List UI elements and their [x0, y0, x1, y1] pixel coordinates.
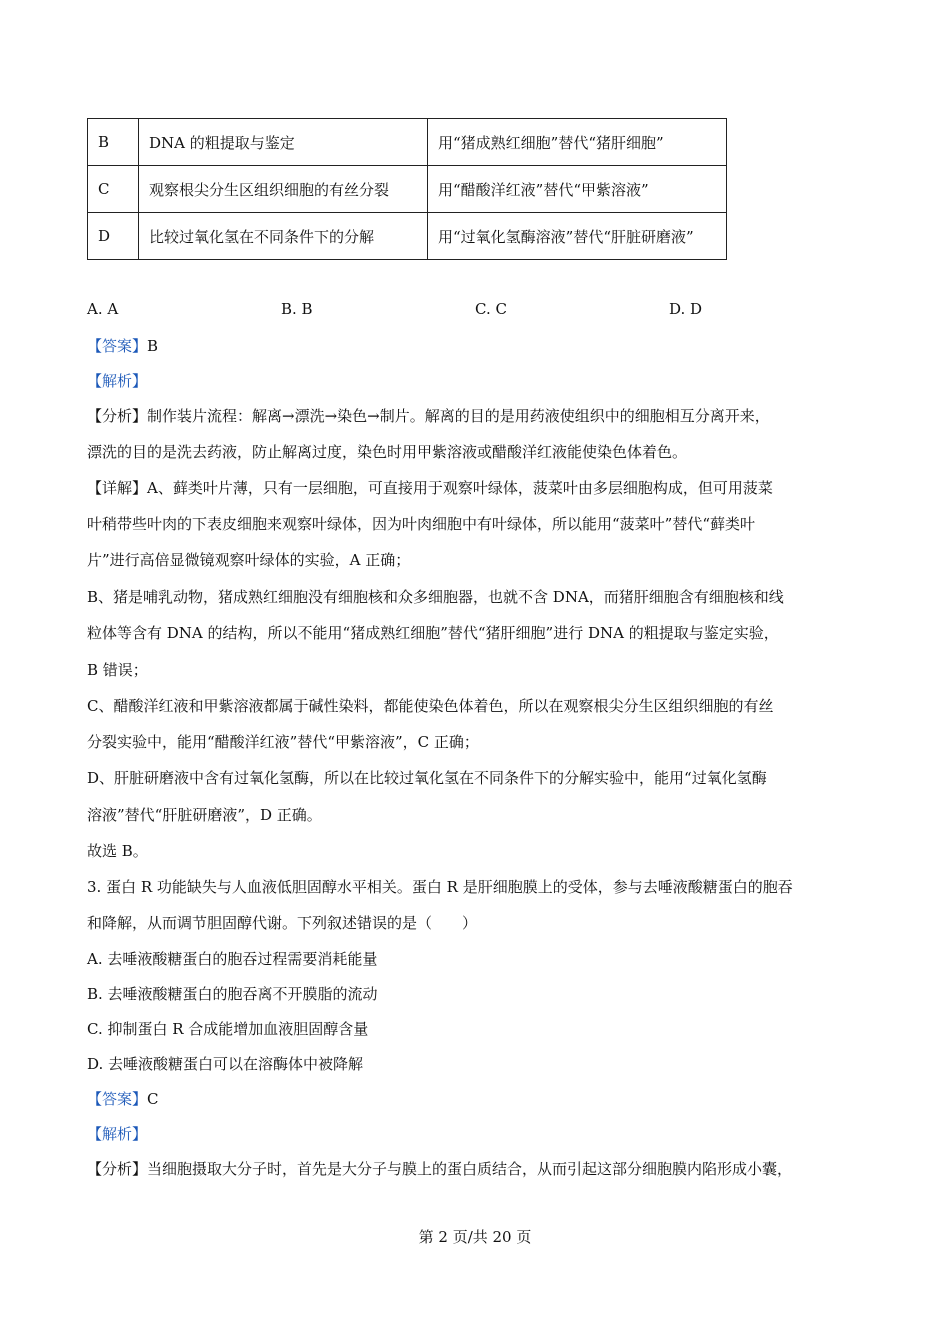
q2-fenxi-line: 漂洗的目的是洗去药液，防止解离过度，染色时用甲紫溶液或醋酸洋红液能使染色体着色。 — [87, 443, 688, 461]
fenxi-tag: 【分析】 — [87, 407, 148, 425]
q2-detail-line: 叶稍带些叶肉的下表皮细胞来观察叶绿体，因为叶肉细胞中有叶绿体，所以能用“菠菜叶”替代“藓类叶 — [87, 515, 756, 533]
q3-option-d: D. 去唾液酸糖蛋白可以在溶酶体中被降解 — [87, 1055, 364, 1073]
q2-detail-line: C、醋酸洋红液和甲紫溶液都属于碱性染料，都能使染色体着色，所以在观察根尖分生区组织细胞的有丝 — [87, 697, 774, 715]
q3-analysis-heading — [87, 1123, 147, 1145]
row-replacement: 用“猪成熟红细胞”替代“猪肝细胞” — [428, 119, 727, 166]
q3-option-b: B. 去唾液酸糖蛋白的胞吞离不开膜脂的流动 — [87, 985, 378, 1003]
q3-fenxi-line — [87, 1158, 792, 1180]
page-number: 第 2 页/共 20 页 — [418, 1228, 532, 1246]
q3-stem: 3. 蛋白 R 功能缺失与人血液低胆固醇水平相关。蛋白 R 是肝细胞膜上的受体，参与去唾液酸糖蛋白的胞吞 — [87, 878, 793, 896]
q3-option-a: A. 去唾液酸糖蛋白的胞吞过程需要消耗能量 — [87, 950, 378, 968]
q2-analysis-heading — [87, 370, 147, 392]
row-label: B — [88, 119, 139, 166]
options-table — [87, 118, 727, 260]
row-experiment: 比较过氧化氢在不同条件下的分解 — [139, 213, 428, 260]
q2-answer — [87, 335, 158, 357]
q2-detail-line: 片”进行高倍显微镜观察叶绿体的实验，A 正确； — [87, 551, 411, 569]
answer-value: B — [147, 337, 159, 355]
q2-detail-line — [87, 477, 773, 499]
choice-b: B. B — [281, 300, 313, 318]
row-experiment: DNA 的粗提取与鉴定 — [139, 119, 428, 166]
q3-option-c: C. 抑制蛋白 R 合成能增加血液胆固醇含量 — [87, 1020, 369, 1038]
q2-detail-line: 粒体等含有 DNA 的结构，所以不能用“猪成熟红细胞”替代“猪肝细胞”进行 DNA 的粗提取与鉴定实验， — [87, 624, 779, 642]
table-row — [88, 213, 727, 260]
answer-value: C — [147, 1090, 159, 1108]
analysis-tag: 【解析】 — [87, 1125, 148, 1143]
q3-stem: 和降解，从而调节胆固醇代谢。下列叙述错误的是（ ） — [87, 914, 478, 932]
fenxi-tag: 【分析】 — [87, 1160, 148, 1178]
analysis-tag: 【解析】 — [87, 372, 148, 390]
fenxi-text: 制作装片流程：解离→漂洗→染色→制片。解离的目的是用药液使组织中的细胞相互分离开来， — [147, 407, 770, 425]
table-row — [88, 166, 727, 213]
q2-detail-line: 溶液”替代“肝脏研磨液”，D 正确。 — [87, 806, 322, 824]
q2-conclusion: 故选 B。 — [87, 842, 148, 860]
choice-a: A. A — [87, 300, 119, 318]
row-replacement: 用“过氧化氢酶溶液”替代“肝脏研磨液” — [428, 213, 727, 260]
answer-tag: 【答案】 — [87, 337, 148, 355]
detail-tag: 【详解】 — [87, 479, 148, 497]
answer-tag: 【答案】 — [87, 1090, 148, 1108]
q2-choices — [87, 300, 887, 322]
row-label: D — [88, 213, 139, 260]
q2-fenxi-line — [87, 405, 770, 427]
row-label: C — [88, 166, 139, 213]
table-row — [88, 119, 727, 166]
fenxi-text: 当细胞摄取大分子时，首先是大分子与膜上的蛋白质结合，从而引起这部分细胞膜内陷形成小囊， — [147, 1160, 793, 1178]
q3-answer — [87, 1088, 159, 1110]
detail-text: A、藓类叶片薄，只有一层细胞，可直接用于观察叶绿体，菠菜叶由多层细胞构成，但可用菠菜 — [147, 479, 773, 497]
q2-detail-line: D、肝脏研磨液中含有过氧化氢酶，所以在比较过氧化氢在不同条件下的分解实验中，能用“过氧化氢酶 — [87, 769, 767, 787]
row-experiment: 观察根尖分生区组织细胞的有丝分裂 — [139, 166, 428, 213]
row-replacement: 用“醋酸洋红液”替代“甲紫溶液” — [428, 166, 727, 213]
q2-detail-line: B、猪是哺乳动物，猪成熟红细胞没有细胞核和众多细胞器，也就不含 DNA，而猪肝细胞含有细胞核和线 — [87, 588, 784, 606]
choice-d: D. D — [669, 300, 703, 318]
q2-detail-line: B 错误； — [87, 661, 148, 679]
choice-c: C. C — [475, 300, 507, 318]
q2-detail-line: 分裂实验中，能用“醋酸洋红液”替代“甲紫溶液”，C 正确； — [87, 733, 479, 751]
